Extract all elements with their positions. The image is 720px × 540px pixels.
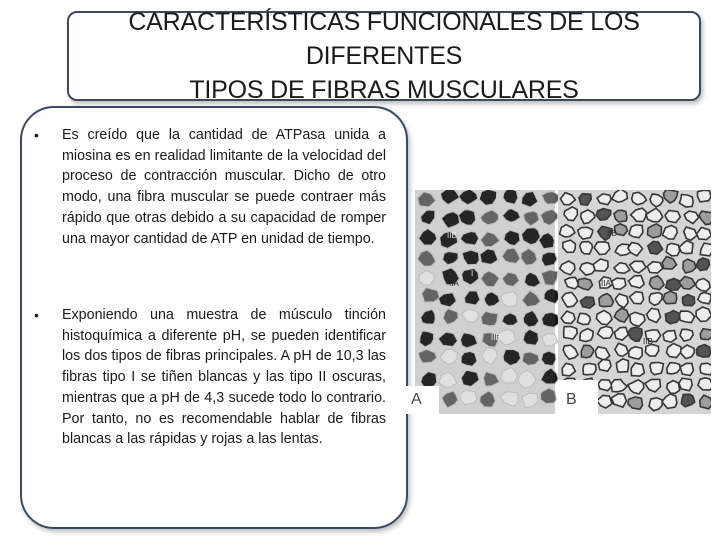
muscle-micrograph-figure — [405, 190, 711, 414]
fiber-label: IIB — [607, 229, 617, 238]
fiber-label: I — [471, 269, 474, 278]
title-line-2: TIPOS DE FIBRAS MUSCULARES — [189, 76, 579, 104]
bullet-marker: • — [34, 127, 39, 143]
slide-title-box — [67, 8, 701, 104]
bullet-text: Es creído que la cantidad de ATPasa unida a miosina es en realidad limitante de la velocidad del proceso de contracción muscular. Dicho de otro modo, una fibra muscular se puede contraer más rápido que otras debido a su capacidad de romper una mayor cantidad de ATP en unidad de tiempo. — [62, 127, 386, 247]
title-line-1: CARACTERÍSTICAS FUNCIONALES DE LOS DIFERENTES — [128, 8, 640, 70]
micrograph-svg — [405, 190, 711, 414]
micrograph-panel-a — [405, 190, 560, 414]
fiber-label: IIB — [447, 231, 457, 240]
micrograph-panel-b — [558, 190, 711, 414]
bullet-text: Exponiendo una muestra de músculo tinción histoquímica a diferente pH, se pueden identificar los dos tipos de fibras principales. A pH de 10,3 las fibras tipo I se tiñen blancas y las tipo II oscuras, mientras que a pH de 4,3 sucede todo lo contrario. Por tanto, no es recomendable hablar de fibras blancas a las rápidas y rojas a las lentas. — [62, 307, 386, 448]
panel-a-letter: A — [411, 391, 422, 408]
fiber-label: IIB — [491, 333, 501, 342]
fiber-label: IIA — [601, 279, 611, 288]
fiber-label: IIA — [449, 279, 459, 288]
bullet-marker: • — [34, 307, 39, 323]
panel-b-letter: B — [566, 391, 577, 408]
content-box — [20, 106, 408, 529]
fiber-label: IIB — [643, 337, 653, 346]
